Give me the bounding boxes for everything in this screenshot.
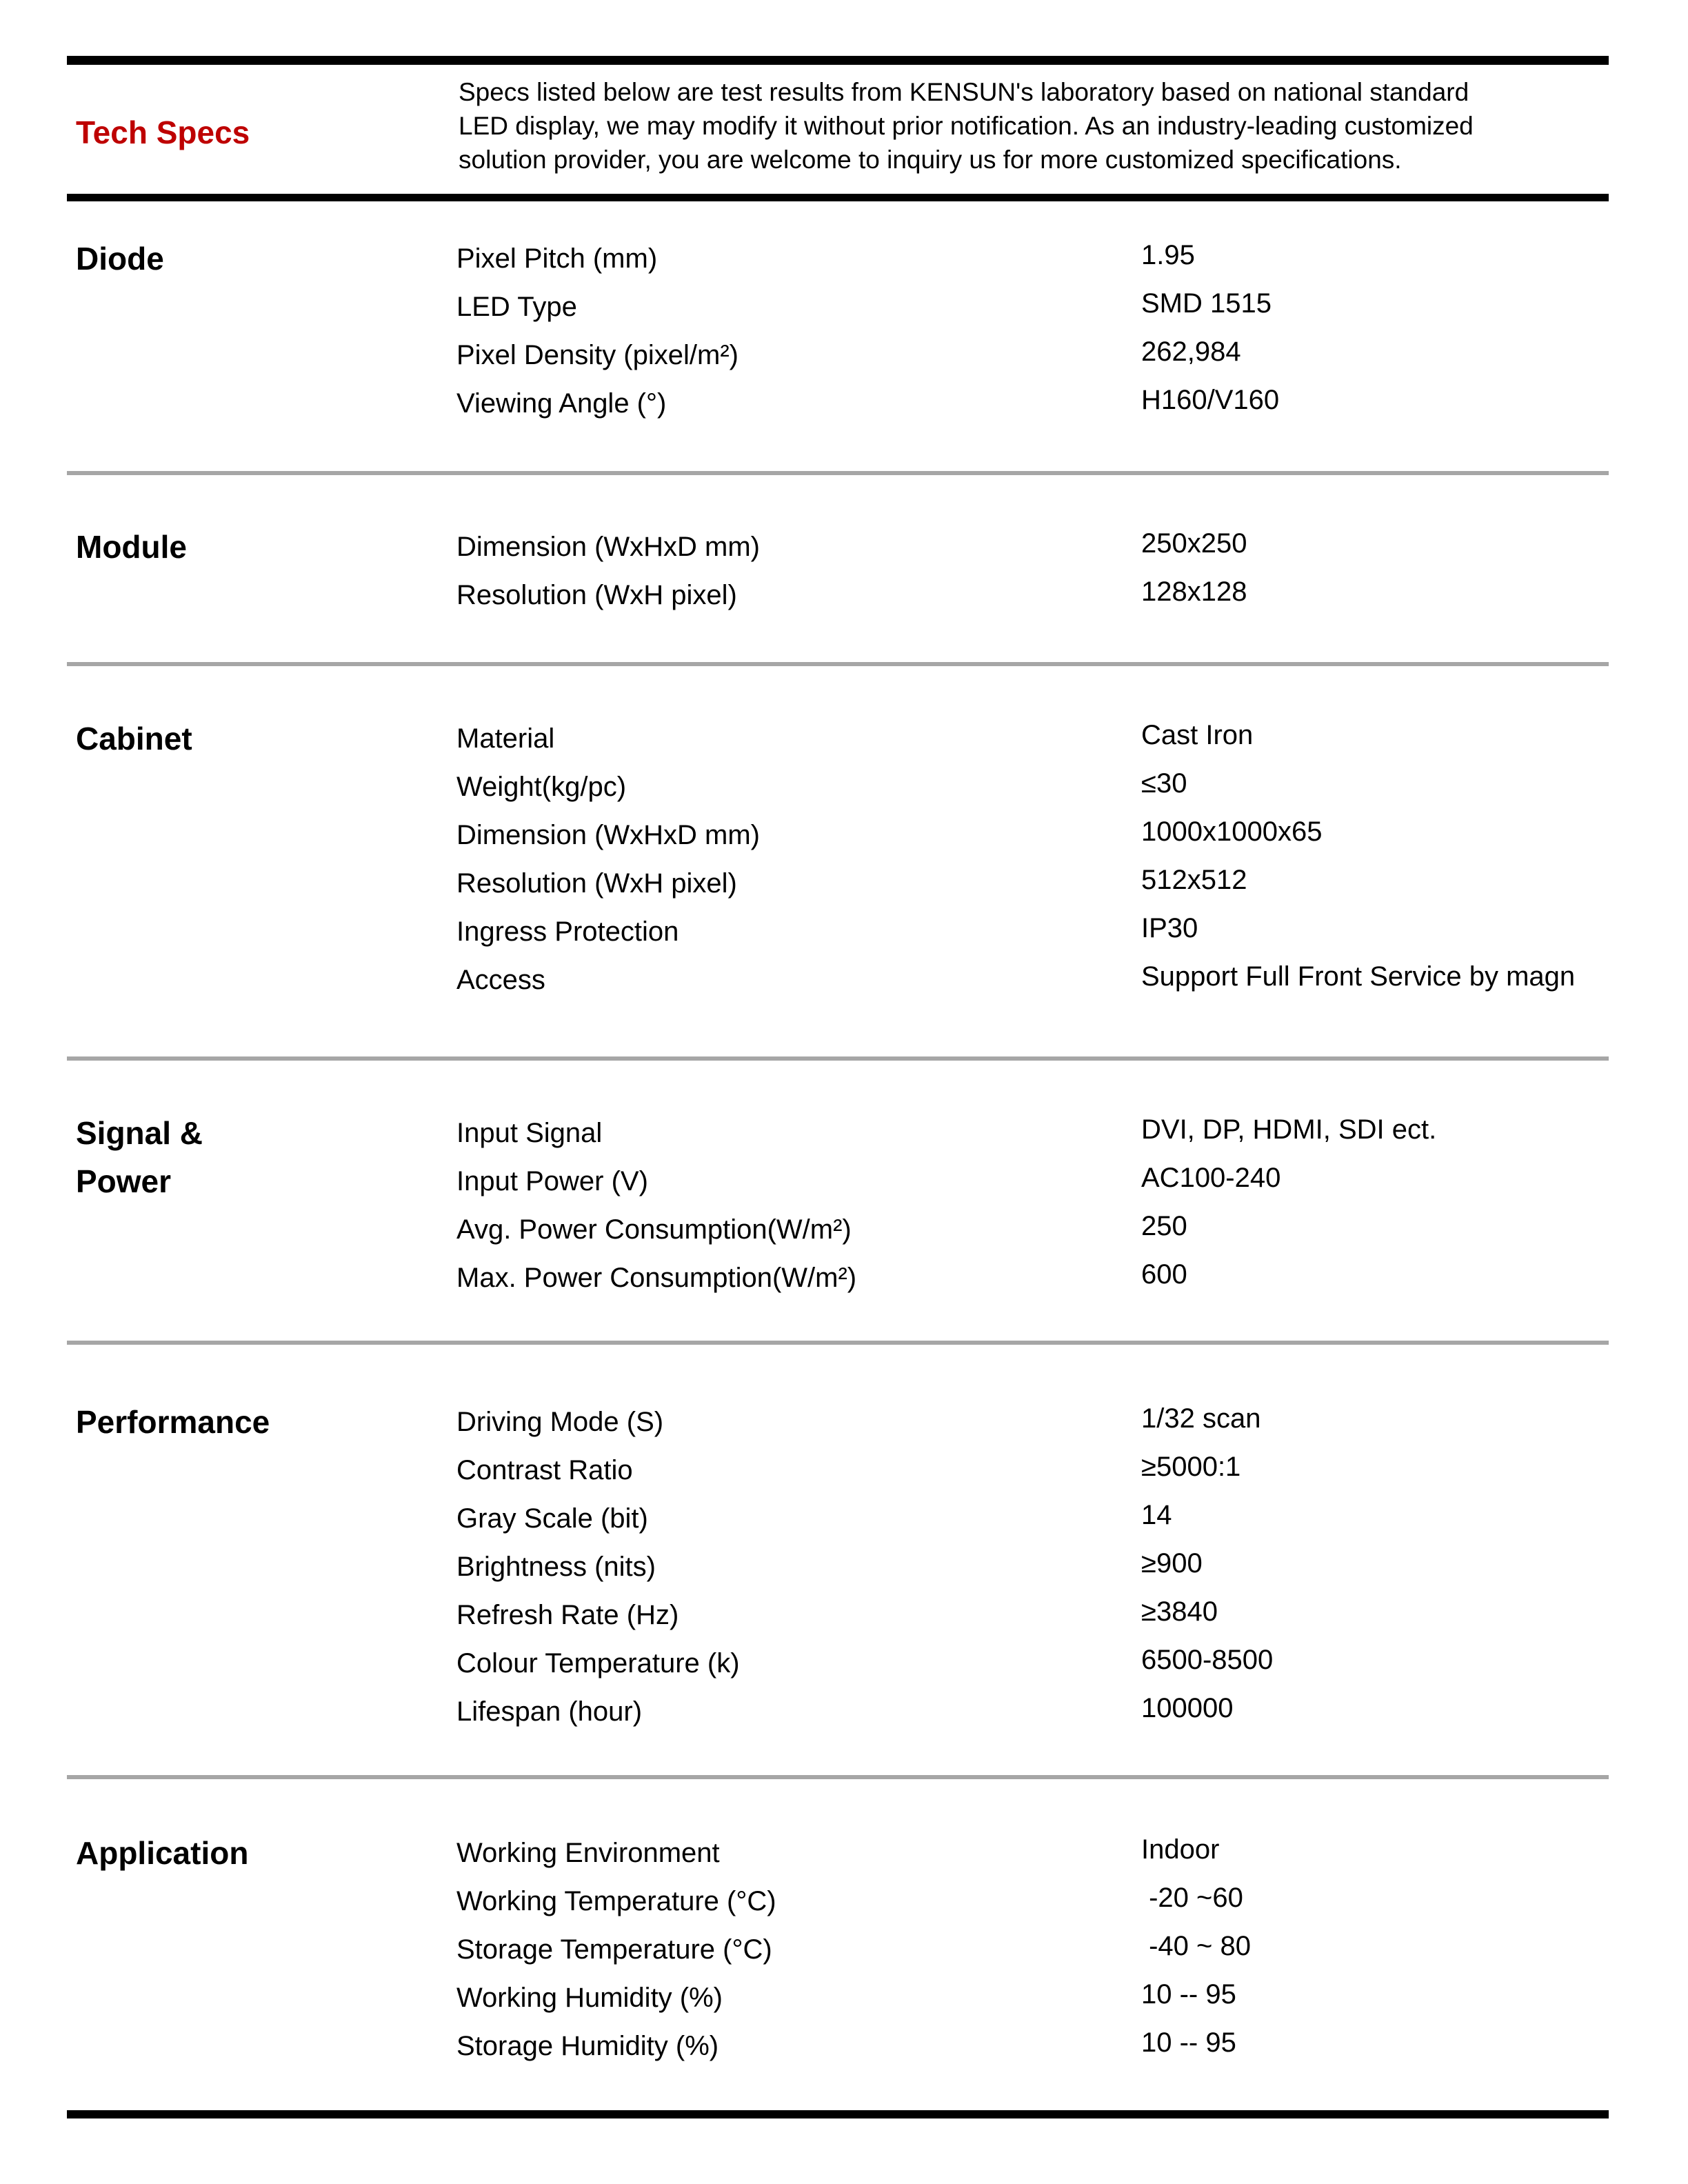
- section-rows: [456, 523, 1609, 619]
- spec-value: 10 -- 95: [1141, 2027, 1236, 2058]
- spec-value: AC100-240: [1141, 1163, 1281, 1193]
- header-description: [459, 75, 1474, 177]
- spec-label: Storage Humidity (%): [456, 2031, 719, 2061]
- spec-label: Input Power (V): [456, 1166, 648, 1196]
- spec-row: [456, 956, 1609, 1004]
- spec-row: [456, 1829, 1609, 1877]
- spec-row: [456, 1543, 1609, 1591]
- section-rows: [456, 1829, 1609, 2070]
- spec-label: LED Type: [456, 292, 577, 322]
- spec-row: [456, 908, 1609, 956]
- section-rows: [456, 1109, 1609, 1302]
- spec-value: Support Full Front Service by magn: [1141, 961, 1576, 992]
- spec-label: Pixel Pitch (mm): [456, 243, 658, 274]
- section-title-line: Module: [76, 529, 187, 565]
- spec-label: Storage Temperature (°C): [456, 1934, 772, 1965]
- spec-value: 262,984: [1141, 337, 1241, 367]
- section-title-line: Diode: [76, 241, 164, 277]
- spec-value: ≥900: [1141, 1548, 1203, 1579]
- spec-value: 10 -- 95: [1141, 1979, 1236, 2010]
- spec-row: [456, 1398, 1609, 1446]
- spec-label: Weight(kg/pc): [456, 772, 627, 802]
- spec-row: [456, 234, 1609, 283]
- spec-row: [456, 379, 1609, 428]
- spec-row: [456, 811, 1609, 859]
- spec-label: Working Environment: [456, 1838, 720, 1868]
- spec-label: Pixel Density (pixel/m²): [456, 340, 738, 370]
- spec-label: Brightness (nits): [456, 1552, 656, 1582]
- spec-label: Resolution (WxH pixel): [456, 580, 737, 610]
- spec-value: IP30: [1141, 913, 1198, 943]
- header-description-line: solution provider, you are welcome to inquiry us for more customized specifications.: [459, 146, 1402, 174]
- spec-value: Indoor: [1141, 1834, 1220, 1865]
- header-description-line: Specs listed below are test results from KENSUN's laboratory based on national standard: [459, 78, 1469, 106]
- header-description-line: LED display, we may modify it without prior notification. As an industry-leading customized: [459, 112, 1474, 140]
- spec-value: -20 ~60: [1141, 1883, 1243, 1913]
- section-title-line: Performance: [76, 1404, 270, 1440]
- spec-row: [456, 1974, 1609, 2022]
- spec-value: 600: [1141, 1259, 1187, 1290]
- header-bottom-rule: [67, 194, 1609, 201]
- section-divider: [67, 662, 1609, 666]
- section-title-line: Power: [76, 1163, 172, 1199]
- spec-row: [456, 1687, 1609, 1736]
- spec-label: Colour Temperature (k): [456, 1648, 740, 1679]
- spec-row: [456, 1205, 1609, 1254]
- page-title: Tech Specs: [76, 114, 250, 150]
- spec-value: ≥5000:1: [1141, 1452, 1241, 1482]
- section-title: [76, 523, 187, 571]
- spec-label: Material: [456, 723, 555, 754]
- spec-value: 250x250: [1141, 528, 1247, 559]
- spec-value: Cast Iron: [1141, 720, 1254, 750]
- spec-row: [456, 1446, 1609, 1494]
- spec-value: SMD 1515: [1141, 288, 1272, 319]
- section-title-line: Application: [76, 1835, 249, 1871]
- section-divider: [67, 1341, 1609, 1345]
- spec-row: [456, 1109, 1609, 1157]
- spec-row: [456, 1591, 1609, 1639]
- spec-row: [456, 331, 1609, 379]
- section-divider: [67, 471, 1609, 475]
- spec-row: [456, 523, 1609, 571]
- spec-label: Working Temperature (°C): [456, 1886, 776, 1916]
- spec-row: [456, 1639, 1609, 1687]
- section-rows: [456, 1398, 1609, 1736]
- spec-label: Max. Power Consumption(W/m²): [456, 1263, 857, 1293]
- spec-value: ≤30: [1141, 768, 1187, 799]
- section-title: [76, 234, 164, 283]
- section-title: [76, 1109, 203, 1205]
- section-title: [76, 714, 192, 763]
- spec-row: [456, 714, 1609, 763]
- spec-value: 14: [1141, 1500, 1172, 1530]
- spec-row: [456, 1494, 1609, 1543]
- spec-value: 1/32 scan: [1141, 1403, 1261, 1434]
- spec-row: [456, 859, 1609, 908]
- spec-label: Lifespan (hour): [456, 1696, 643, 1727]
- spec-row: [456, 2022, 1609, 2070]
- spec-row: [456, 283, 1609, 331]
- spec-label: Input Signal: [456, 1118, 603, 1148]
- spec-label: Refresh Rate (Hz): [456, 1600, 679, 1630]
- spec-value: DVI, DP, HDMI, SDI ect.: [1141, 1114, 1437, 1145]
- spec-value: 250: [1141, 1211, 1187, 1241]
- section-title: [76, 1829, 248, 1877]
- spec-row: [456, 1157, 1609, 1205]
- spec-label: Dimension (WxHxD mm): [456, 820, 760, 850]
- section-title-line: Cabinet: [76, 721, 192, 757]
- spec-row: [456, 1254, 1609, 1302]
- section-title-line: Signal &: [76, 1115, 203, 1151]
- spec-label: Avg. Power Consumption(W/m²): [456, 1214, 852, 1245]
- section-title: [76, 1398, 270, 1446]
- spec-value: 512x512: [1141, 865, 1247, 895]
- spec-value: H160/V160: [1141, 385, 1280, 415]
- spec-label: Working Humidity (%): [456, 1983, 723, 2013]
- section-rows: [456, 714, 1609, 1004]
- bottom-rule: [67, 2110, 1609, 2118]
- spec-label: Contrast Ratio: [456, 1455, 633, 1485]
- spec-value: -40 ~ 80: [1141, 1931, 1252, 1961]
- spec-label: Viewing Angle (°): [456, 388, 667, 419]
- section-divider: [67, 1775, 1609, 1779]
- spec-row: [456, 571, 1609, 619]
- spec-label: Ingress Protection: [456, 916, 679, 947]
- section-divider: [67, 1056, 1609, 1061]
- section-rows: [456, 234, 1609, 428]
- spec-row: [456, 1925, 1609, 1974]
- spec-row: [456, 1877, 1609, 1925]
- spec-value: 128x128: [1141, 577, 1247, 607]
- spec-value: 100000: [1141, 1693, 1234, 1723]
- spec-label: Driving Mode (S): [456, 1407, 664, 1437]
- spec-label: Access: [456, 965, 545, 995]
- spec-value: 6500-8500: [1141, 1645, 1274, 1675]
- spec-value: 1000x1000x65: [1141, 817, 1323, 847]
- spec-row: [456, 763, 1609, 811]
- spec-value: 1.95: [1141, 240, 1195, 270]
- top-rule: [67, 56, 1609, 65]
- spec-label: Resolution (WxH pixel): [456, 868, 737, 899]
- spec-label: Dimension (WxHxD mm): [456, 532, 760, 562]
- spec-value: ≥3840: [1141, 1596, 1218, 1627]
- spec-label: Gray Scale (bit): [456, 1503, 648, 1534]
